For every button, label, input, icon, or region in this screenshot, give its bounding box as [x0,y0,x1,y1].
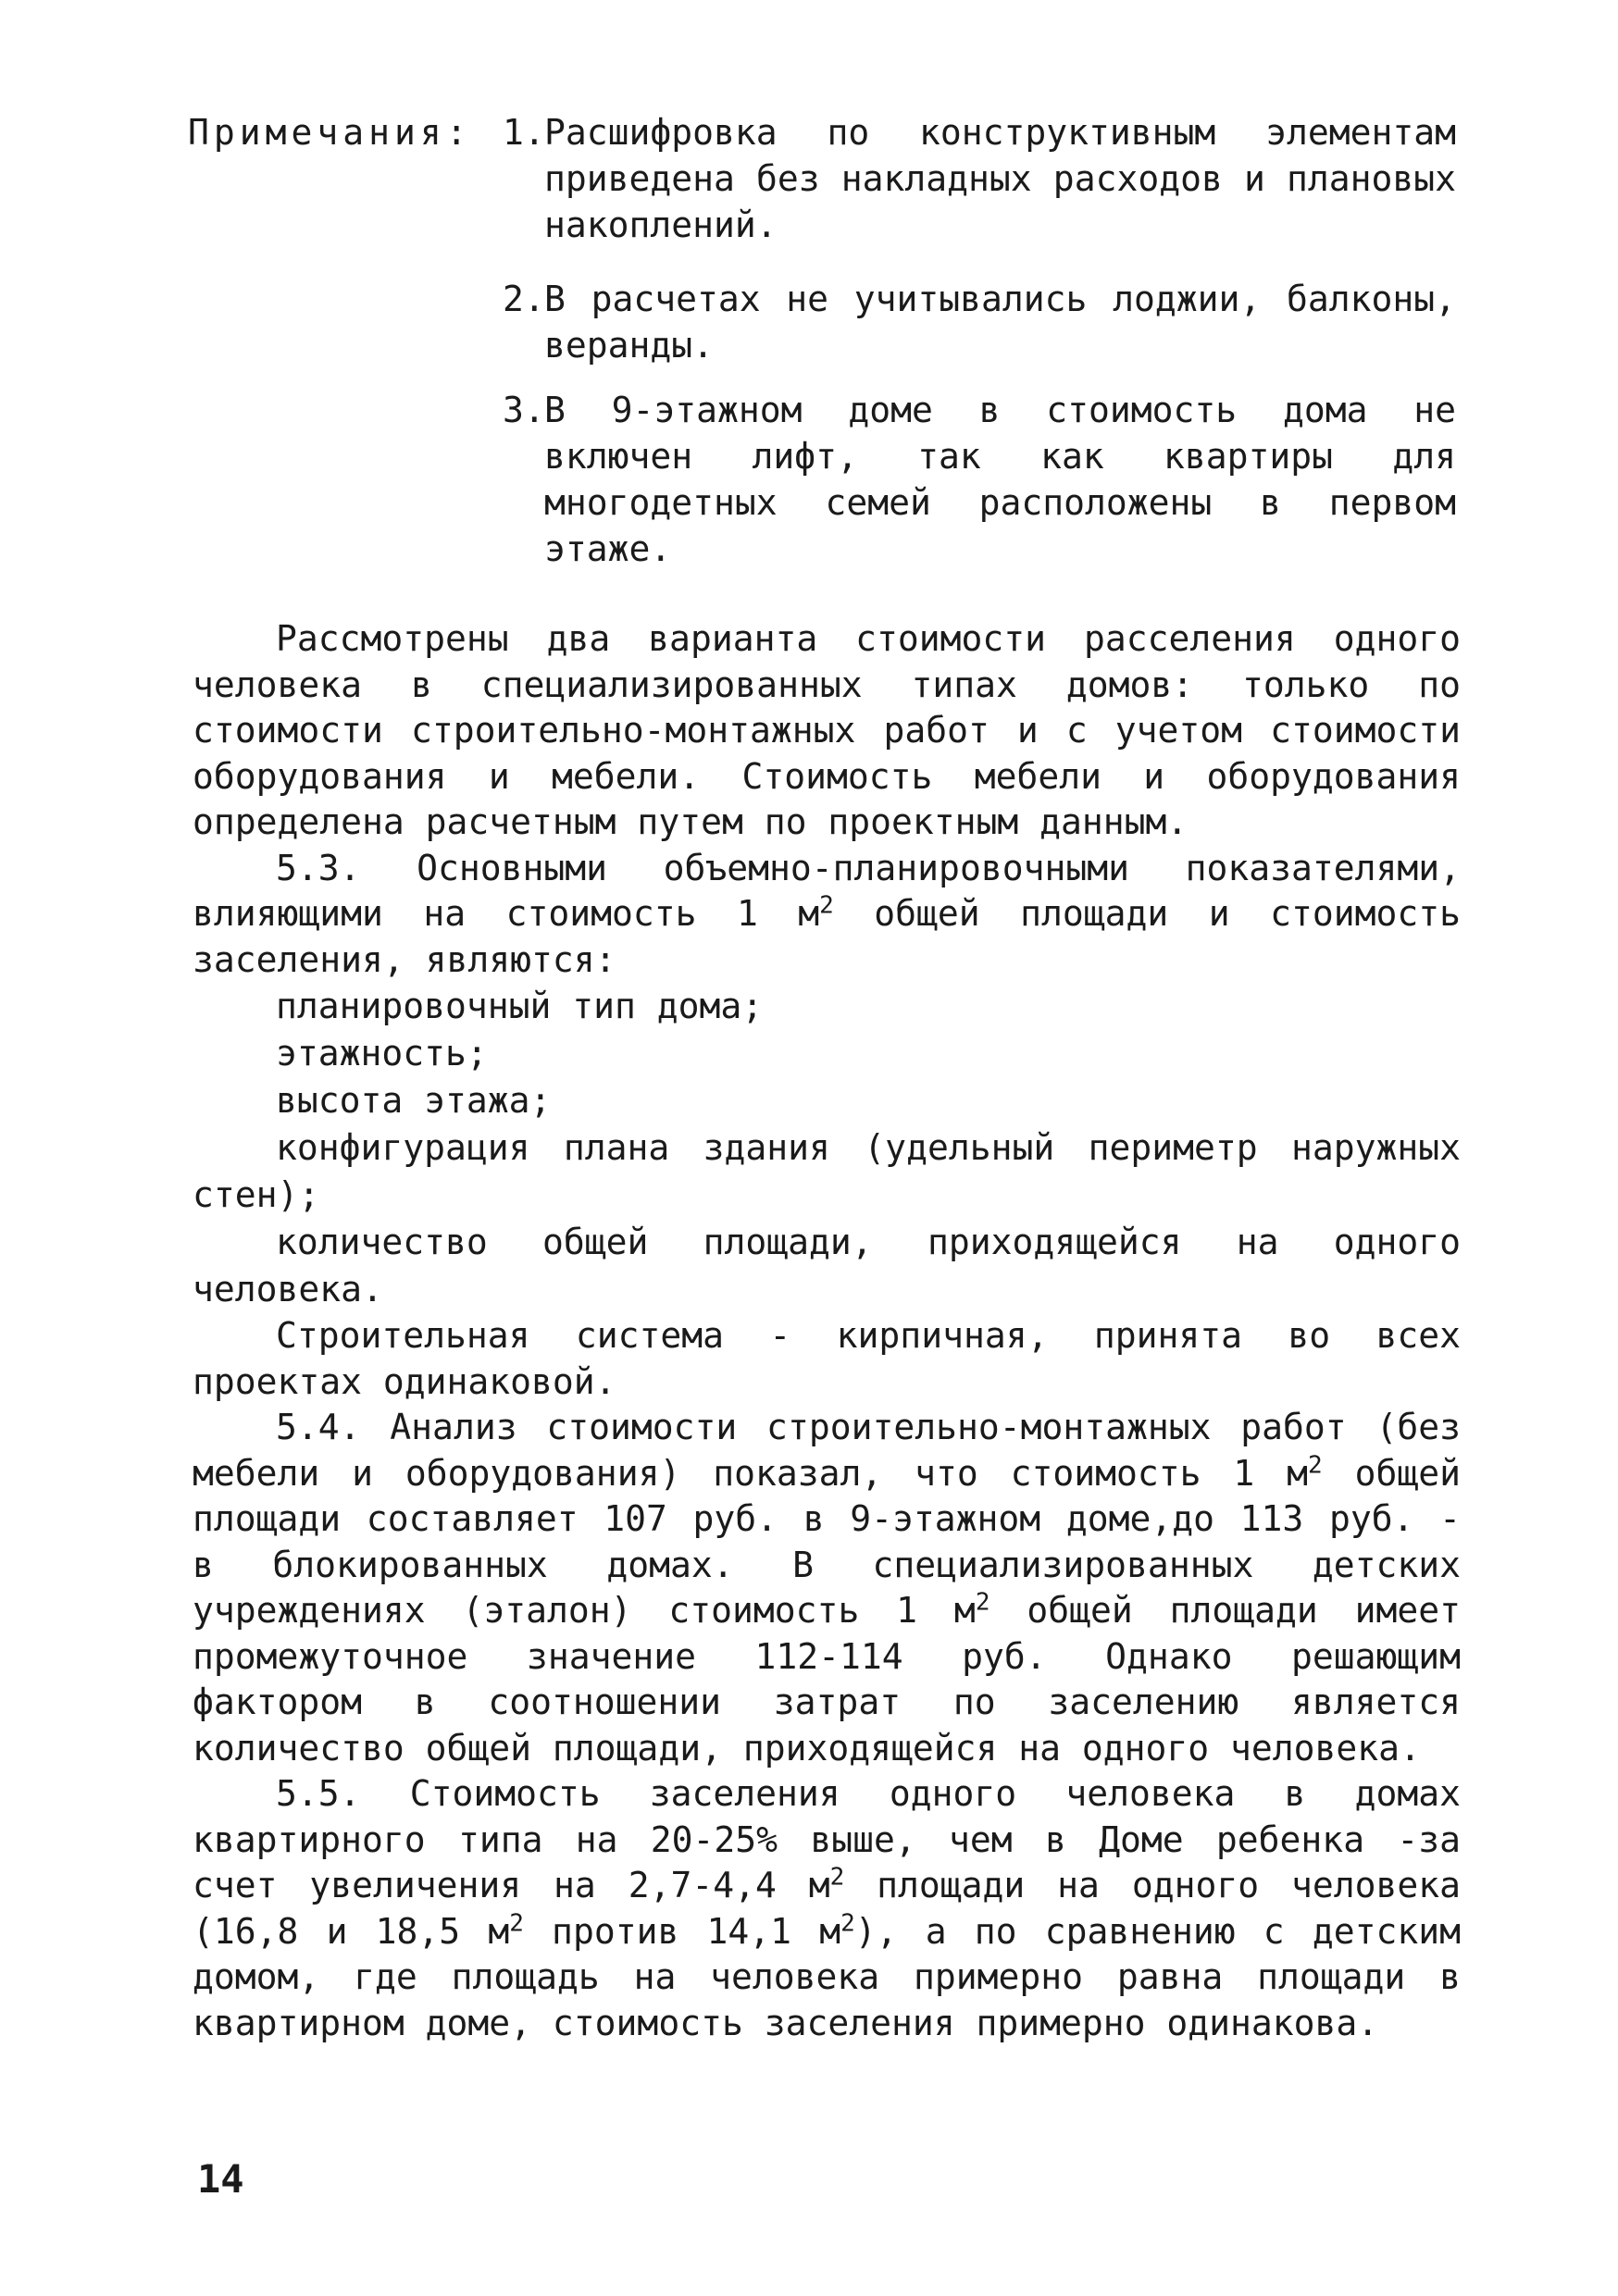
paragraph-text: общей площади имеет промежуточное значение 112-114 руб. Однако решающим фактором в соотношении затрат по заселению является количество общей площади, приходящейся на одного человека. [193,1590,1461,1769]
note-item-1 [503,109,1456,248]
superscript: 2 [819,891,834,920]
body-text [193,616,1461,2046]
superscript: 2 [829,1863,845,1892]
paragraph-variants: Рассмотрены два варианта стоимости расселения одного человека в специализированных типах домов: только по стоимости строительно-монтажных работ и с учетом стоимости оборудования и мебели. Стоимость мебели и оборудования определена расчетным путем по проектным данным. [193,618,1461,842]
paragraph-text: площади на одного человека (16,8 и 18,5 м [193,1865,1461,1952]
list-item: конфигурация плана здания (удельный периметр наружных стен); [193,1127,1461,1215]
paragraph-text: против 14,1 м [523,1910,841,1952]
list-item: планировочный тип дома; [276,986,764,1026]
paragraph-text: 5.3. Основными объемно-планировочными показателями, влияющими на стоимость 1 м [193,847,1461,934]
note-text: В 9-этажном доме в стоимость дома не включен лифт, так как квартиры для многодетных семей расположены в первом этаже. [544,390,1456,569]
note-item-3 [503,387,1456,572]
note-item-2 [503,276,1456,368]
paragraph-text: ), а по сравнению с детским домом, где площадь на человека примерно равна площади в квартирном доме, стоимость заселения примерно одинакова. [193,1910,1461,2043]
paragraph-text: 5.5. Стоимость заселения одного человека в домах квартирного типа на 20-25% выше, чем в Доме ребенка -за счет увеличения на 2,7-4,4 м [193,1773,1461,1905]
paragraph-text: общей площади и стоимость заселения, являются: [193,893,1461,980]
superscript: 2 [1308,1450,1323,1479]
paragraph-5-3 [193,846,1461,984]
note-number: 3. [503,390,545,430]
note-number: 1. [503,112,545,153]
notes-label: Примечания: [188,112,472,153]
note-text: Расшифровка по конструктивным элементам приведена без накладных расходов и плановых накоплений. [544,112,1456,245]
superscript: 2 [840,1908,855,1937]
paragraph-5-4 [193,1405,1461,1771]
note-text: В расчетах не учитывались лоджии, балконы, веранды. [544,279,1456,366]
superscript: 2 [975,1588,990,1617]
paragraph-5-5 [193,1771,1461,2046]
paragraph-text: 5.4. Анализ стоимости строительно-монтажных работ (без мебели и оборудования) показал, что стоимость 1 м [193,1407,1461,1494]
paragraph-building-system: Строительная система - кирпичная, принята во всех проектах одинаковой. [193,1315,1461,1402]
page-number: 14 [197,2156,244,2202]
list-item: количество общей площади, приходящейся на одного человека. [193,1222,1461,1309]
note-number: 2. [503,279,545,319]
superscript: 2 [509,1908,524,1937]
list-item: этажность; [276,1033,488,1074]
paragraph-text: общей площади составляет 107 руб. в 9-этажном доме,до 113 руб. - в блокированных домах. В специализированных детских учреждениях (эталон) стоимость 1 м [193,1452,1461,1631]
list-item: высота этажа; [276,1080,552,1121]
